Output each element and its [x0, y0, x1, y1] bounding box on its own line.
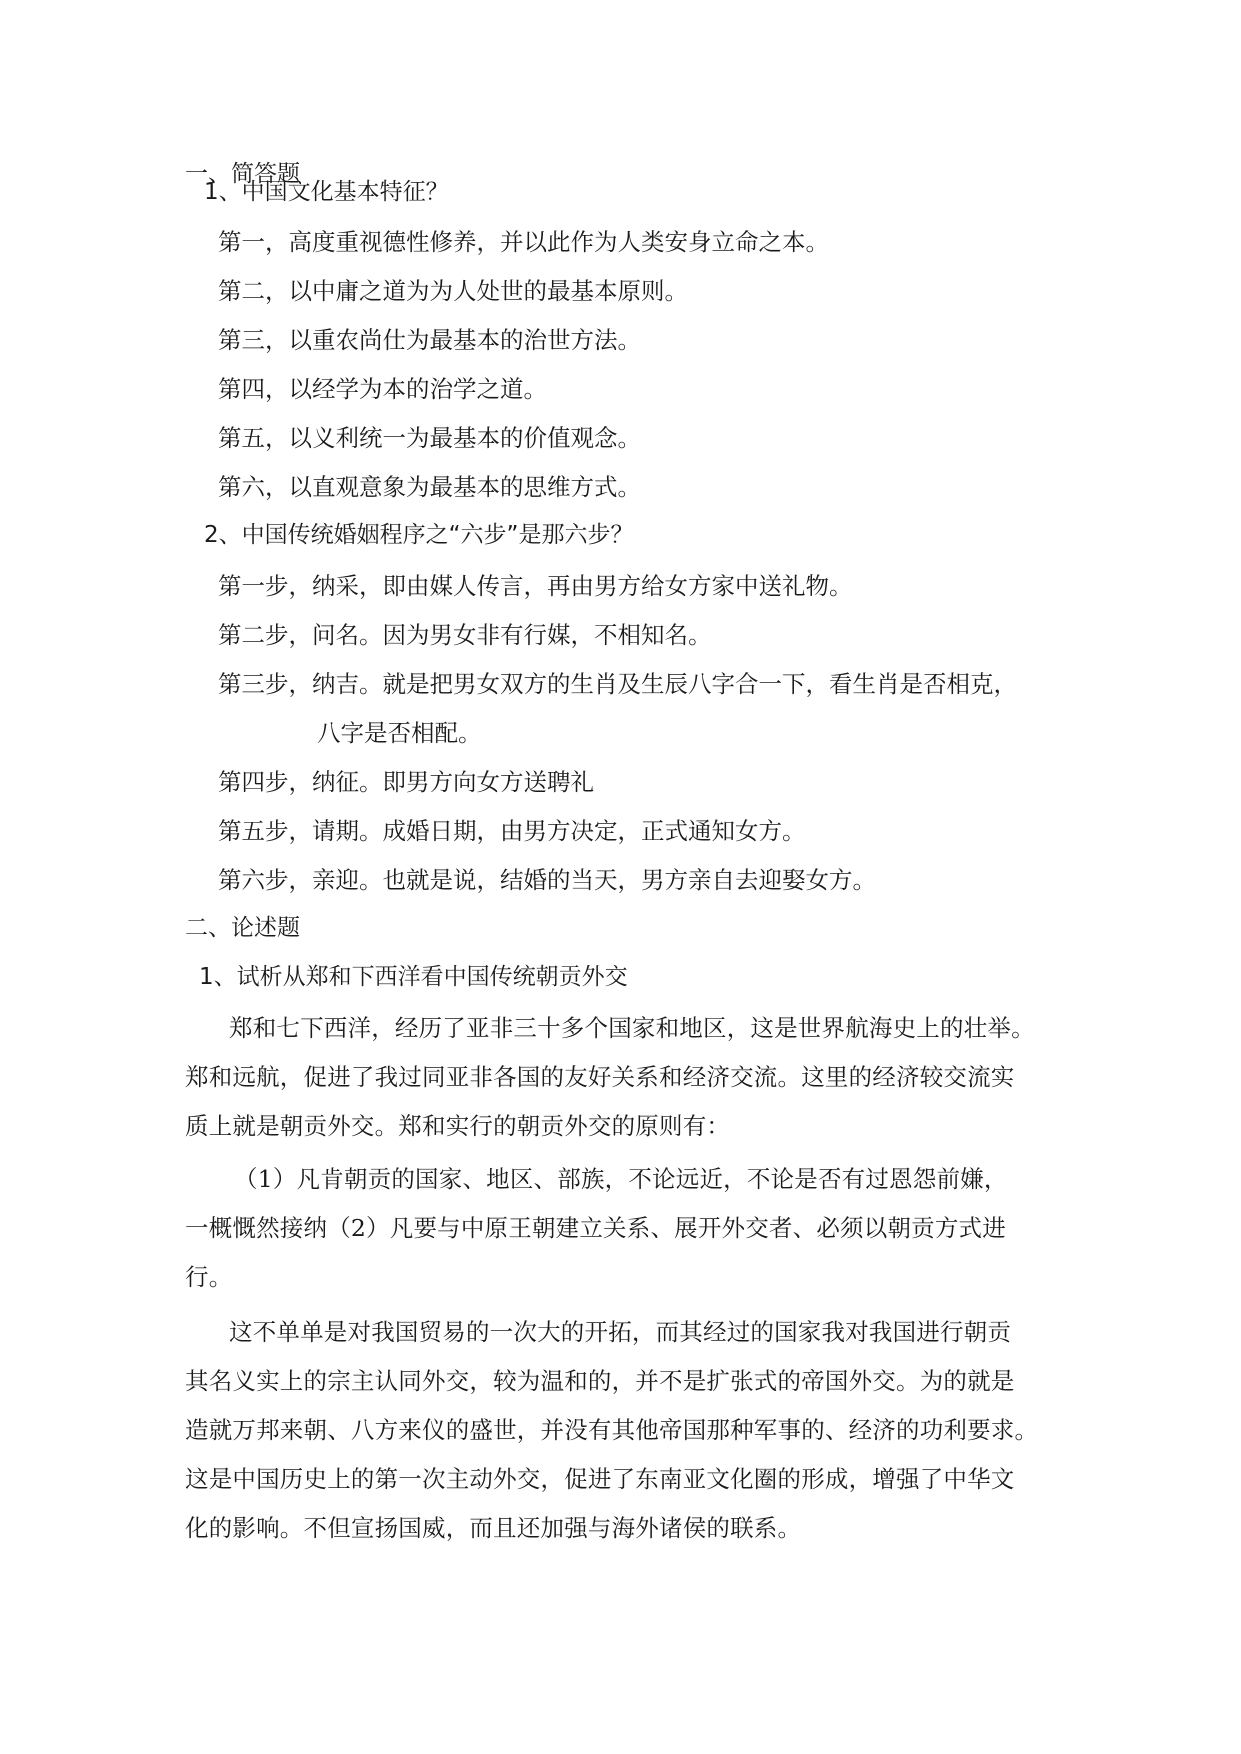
paragraph-line: 化的影响。不但宣扬国威，而且还加强与海外诸侯的联系。 [185, 1514, 802, 1542]
paragraph-line: （1）凡肯朝贡的国家、地区、部族，不论远近，不论是否有过恩怨前嫌， [234, 1165, 1008, 1193]
list-item: 第六，以直观意象为最基本的思维方式。 [218, 473, 641, 501]
paragraph-line: 造就万邦来朝、八方来仪的盛世，并没有其他帝国那种军事的、经济的功利要求。 [185, 1416, 1039, 1444]
paragraph-line: 一概慨然接纳（2）凡要与中原王朝建立关系、展开外交者、必须以朝贡方式进 [185, 1214, 1006, 1242]
list-item: 第五，以义利统一为最基本的价值观念。 [218, 424, 641, 452]
paragraph-line: 行。 [185, 1263, 233, 1291]
paragraph-line: 郑和远航，促进了我过同亚非各国的友好关系和经济交流。这里的经济较交流实 [185, 1063, 1015, 1091]
list-item: 第二，以中庸之道为为人处世的最基本原则。 [218, 277, 688, 305]
list-item: 第三，以重农尚仕为最基本的治世方法。 [218, 326, 641, 354]
list-item: 第四步，纳征。即男方向女方送聘礼 [218, 768, 594, 796]
list-item: 第六步，亲迎。也就是说，结婚的当天，男方亲自去迎娶女方。 [218, 866, 876, 894]
list-item: 第四，以经学为本的治学之道。 [218, 375, 547, 403]
question-title-text: 1、中国文化基本特征？ [204, 179, 449, 205]
section-heading-essay: 二、论述题 [185, 915, 300, 941]
list-item: 第二步，问名。因为男女非有行媒，不相知名。 [218, 621, 712, 649]
question-title-culture-features [204, 177, 449, 207]
question-title-zheng-he: 1、试析从郑和下西洋看中国传统朝贡外交 [199, 964, 628, 990]
list-item: 第五步，请期。成婚日期，由男方决定，正式通知女方。 [218, 817, 806, 845]
list-item: 第一，高度重视德性修养，并以此作为人类安身立命之本。 [218, 228, 829, 256]
paragraph-line: 这是中国历史上的第一次主动外交，促进了东南亚文化圈的形成，增强了中华文 [185, 1465, 1015, 1493]
paragraph-line: 质上就是朝贡外交。郑和实行的朝贡外交的原则有： [185, 1112, 731, 1140]
list-item-continuation: 八字是否相配。 [317, 719, 482, 747]
paragraph-line: 郑和七下西洋，经历了亚非三十多个国家和地区，这是世界航海史上的壮举。 [229, 1014, 1035, 1042]
section-heading-short-answer: 一、简答题 [185, 161, 300, 187]
list-item: 第一步，纳采，即由媒人传言，再由男方给女方家中送礼物。 [218, 572, 853, 600]
list-item: 第三步，纳吉。就是把男女双方的生肖及生辰八字合一下，看生肖是否相克， [218, 670, 1017, 698]
paragraph-line: 其名义实上的宗主认同外交，较为温和的，并不是扩张式的帝国外交。为的就是 [185, 1367, 1015, 1395]
paragraph-line: 这不单单是对我国贸易的一次大的开拓，而其经过的国家我对我国进行朝贡 [229, 1318, 1012, 1346]
question-title-marriage-steps: 2、中国传统婚姻程序之“六步”是那六步？ [204, 522, 634, 548]
